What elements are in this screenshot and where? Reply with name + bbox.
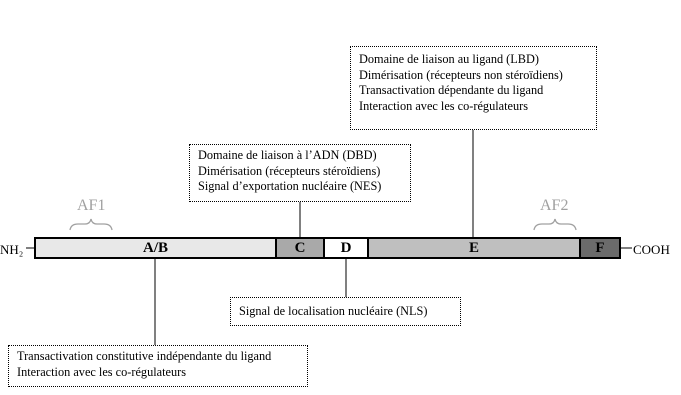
af2-label: AF2 bbox=[540, 197, 569, 214]
domain-f bbox=[579, 237, 621, 259]
annotation-e-line-1: Domaine de liaison au ligand (LBD) bbox=[359, 52, 539, 66]
domain-e bbox=[367, 237, 581, 259]
annotation-ab-line-1: Transactivation constitutive indépendante du ligand bbox=[17, 349, 272, 363]
af1-brace bbox=[70, 219, 112, 230]
annotation-e-line-3: Transactivation dépendante du ligand bbox=[359, 83, 544, 97]
annotation-box-e bbox=[350, 46, 597, 130]
domain-ab-label: A/B bbox=[142, 239, 168, 256]
annotation-c-line-1: Domaine de liaison à l’ADN (DBD) bbox=[198, 148, 377, 162]
annotation-box-c bbox=[189, 144, 411, 202]
domain-f-label: F bbox=[595, 239, 605, 256]
annotation-e-line-4: Interaction avec les co-régulateurs bbox=[359, 98, 528, 113]
domain-c bbox=[275, 237, 325, 259]
c-terminus-label: COOH bbox=[633, 242, 670, 257]
domain-d-label: D bbox=[340, 239, 352, 256]
annotation-d-line-1: Signal de localisation nucléaire (NLS) bbox=[239, 304, 428, 318]
n-terminus-label: NH₂ bbox=[0, 242, 24, 257]
annotation-ab-line-2: Interaction avec les co-régulateurs bbox=[17, 364, 186, 379]
annotation-c-line-3: Signal d’exportation nucléaire (NES) bbox=[198, 179, 382, 193]
annotation-box-ab bbox=[8, 345, 308, 387]
domain-d bbox=[323, 237, 369, 259]
domain-ab bbox=[34, 237, 277, 259]
annotation-e-line-2: Dimérisation (récepteurs non stéroïdiens) bbox=[359, 67, 563, 82]
annotation-c-line-2: Dimérisation (récepteurs stéroïdiens) bbox=[198, 163, 381, 178]
domain-e-label: E bbox=[468, 239, 479, 256]
af2-brace bbox=[534, 219, 576, 230]
annotation-box-d bbox=[230, 297, 461, 326]
af1-label: AF1 bbox=[77, 197, 106, 214]
domain-c-label: C bbox=[294, 239, 306, 256]
